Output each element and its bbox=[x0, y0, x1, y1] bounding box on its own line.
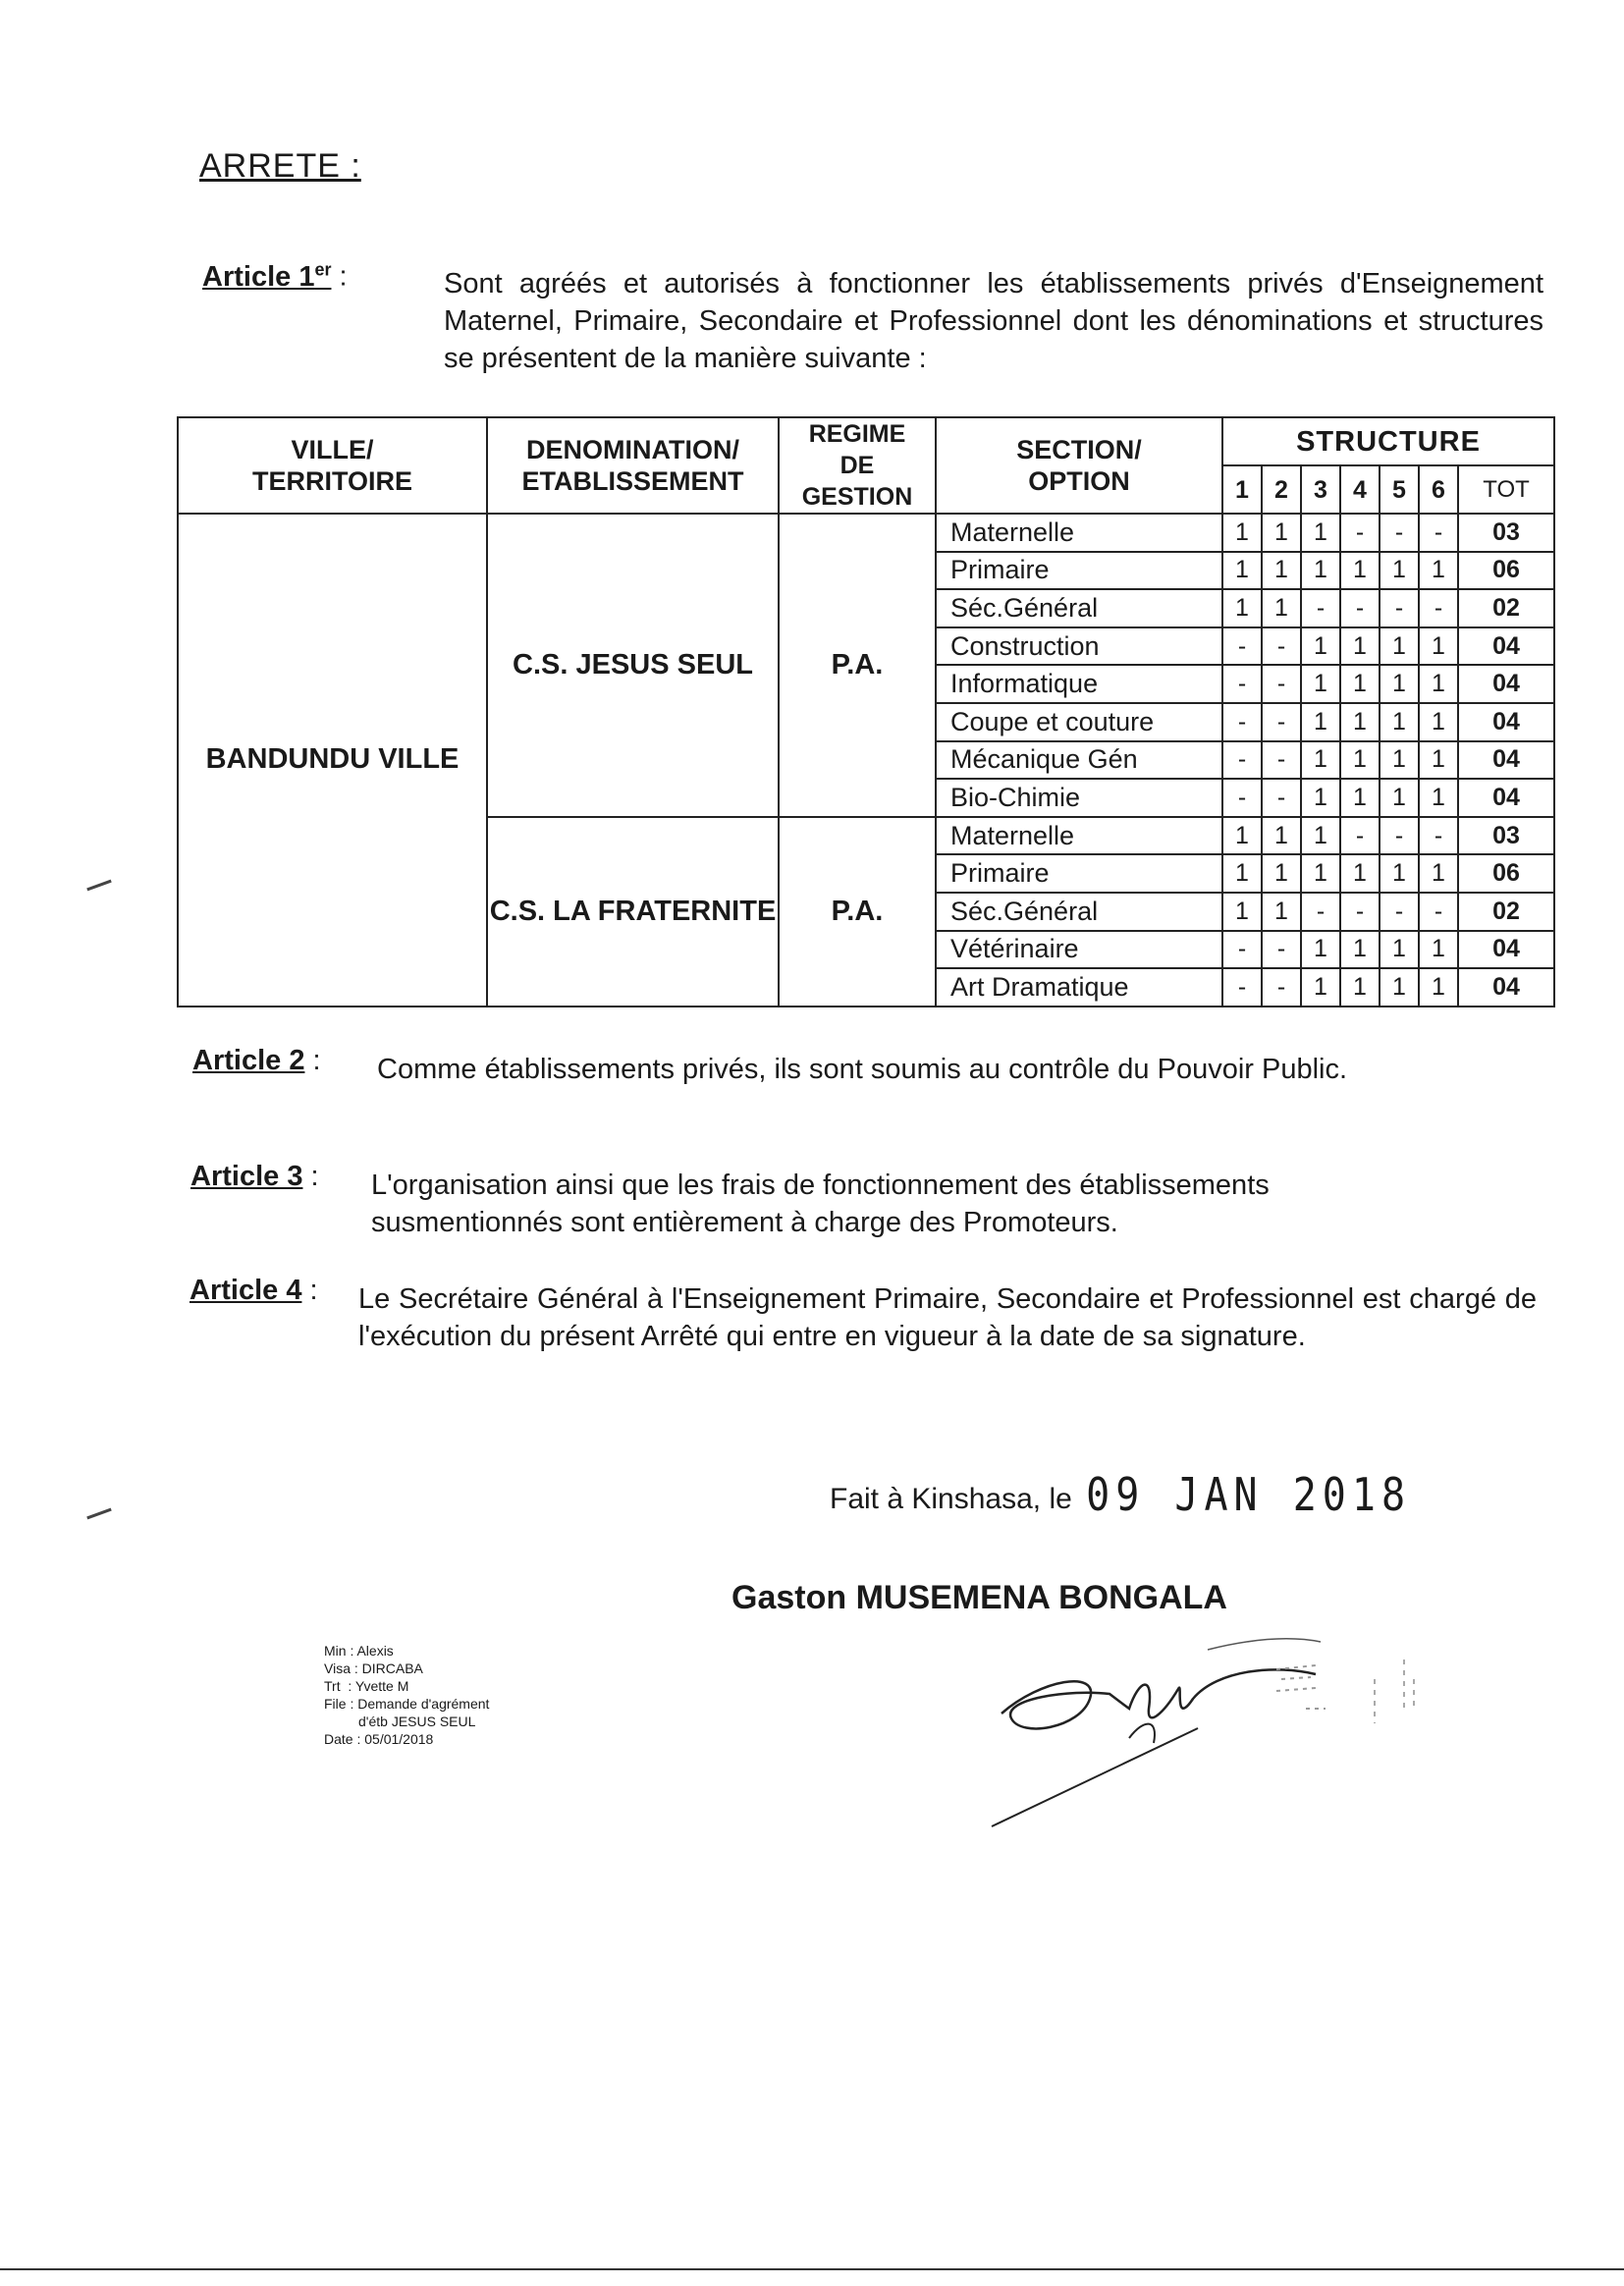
header-ville: VILLE/ TERRITOIRE bbox=[178, 417, 487, 514]
header-denomination: DENOMINATION/ ETABLISSEMENT bbox=[487, 417, 779, 514]
structure-cell: 1 bbox=[1340, 703, 1380, 741]
meta-line: Visa : DIRCABA bbox=[324, 1660, 423, 1676]
structure-cell: - bbox=[1340, 589, 1380, 627]
structure-cell: 1 bbox=[1340, 552, 1380, 590]
structure-cell: 1 bbox=[1301, 779, 1340, 817]
col-5: 5 bbox=[1380, 465, 1419, 514]
structure-cell: - bbox=[1301, 893, 1340, 931]
article-3-label: Article 3 bbox=[190, 1161, 303, 1192]
scan-mark bbox=[86, 1508, 111, 1520]
section-option: Mécanique Gén bbox=[936, 741, 1222, 780]
structure-cell: - bbox=[1222, 968, 1262, 1007]
structure-cell: - bbox=[1262, 968, 1301, 1007]
structure-cell: 1 bbox=[1301, 703, 1340, 741]
article-4-label: Article 4 bbox=[189, 1275, 302, 1306]
structure-cell: 1 bbox=[1380, 627, 1419, 666]
structure-cell: 1 bbox=[1301, 552, 1340, 590]
structure-cell: - bbox=[1262, 779, 1301, 817]
structure-cell: 1 bbox=[1340, 665, 1380, 703]
structure-cell: 1 bbox=[1301, 741, 1340, 780]
structure-total: 04 bbox=[1458, 665, 1554, 703]
structure-cell: - bbox=[1340, 817, 1380, 855]
structure-cell: 1 bbox=[1340, 779, 1380, 817]
ville-cell: BANDUNDU VILLE bbox=[178, 514, 487, 1007]
structure-cell: - bbox=[1262, 627, 1301, 666]
structure-cell: - bbox=[1222, 627, 1262, 666]
article-4-text: Le Secrétaire Général à l'Enseignement Primaire, Secondaire et Professionnel est chargé de l'exécution du présent Arrêté qui entre en vigueur à la date de sa signature. bbox=[358, 1283, 1537, 1352]
section-option: Coupe et couture bbox=[936, 703, 1222, 741]
structure-cell: - bbox=[1340, 893, 1380, 931]
structure-cell: - bbox=[1380, 589, 1419, 627]
meta-line: Min : Alexis bbox=[324, 1643, 394, 1659]
structure-cell: 1 bbox=[1419, 552, 1458, 590]
header-section: SECTION/ OPTION bbox=[936, 417, 1222, 514]
structure-cell: 1 bbox=[1262, 893, 1301, 931]
structure-cell: - bbox=[1262, 703, 1301, 741]
structure-cell: 1 bbox=[1301, 514, 1340, 552]
article-3-text: L'organisation ainsi que les frais de fonctionnement des établissements susmentionnés sont entièrement à charge des Promoteurs. bbox=[371, 1170, 1270, 1238]
signature bbox=[982, 1620, 1453, 1846]
structure-cell: 1 bbox=[1301, 968, 1340, 1007]
signer-name: Gaston MUSEMENA BONGALA bbox=[731, 1579, 1227, 1616]
structure-cell: 1 bbox=[1419, 741, 1458, 780]
structure-cell: 1 bbox=[1419, 931, 1458, 969]
article-2-text: Comme établissements privés, ils sont soumis au contrôle du Pouvoir Public. bbox=[377, 1054, 1348, 1085]
structure-cell: - bbox=[1222, 779, 1262, 817]
structure-cell: - bbox=[1222, 931, 1262, 969]
col-6: 6 bbox=[1419, 465, 1458, 514]
structure-cell: - bbox=[1419, 817, 1458, 855]
structure-cell: - bbox=[1380, 514, 1419, 552]
structure-cell: 1 bbox=[1340, 854, 1380, 893]
table-row bbox=[178, 514, 1554, 552]
structure-total: 04 bbox=[1458, 931, 1554, 969]
structure-cell: 1 bbox=[1301, 931, 1340, 969]
meta-line: File : Demande d'agrément bbox=[324, 1696, 490, 1712]
section-option: Séc.Général bbox=[936, 893, 1222, 931]
structure-cell: 1 bbox=[1222, 893, 1262, 931]
structure-cell: 1 bbox=[1380, 854, 1419, 893]
structure-cell: 1 bbox=[1419, 779, 1458, 817]
structure-cell: 1 bbox=[1301, 854, 1340, 893]
scan-mark bbox=[86, 880, 111, 892]
school-name: C.S. JESUS SEUL bbox=[487, 514, 779, 817]
structure-cell: 1 bbox=[1262, 854, 1301, 893]
structure-cell: 1 bbox=[1380, 779, 1419, 817]
structure-total: 04 bbox=[1458, 703, 1554, 741]
section-option: Maternelle bbox=[936, 514, 1222, 552]
school-name: C.S. LA FRATERNITE bbox=[487, 817, 779, 1007]
section-option: Informatique bbox=[936, 665, 1222, 703]
closing-place: Fait à Kinshasa, le bbox=[830, 1483, 1072, 1515]
structure-cell: 1 bbox=[1340, 741, 1380, 780]
structure-cell: - bbox=[1340, 514, 1380, 552]
structure-cell: 1 bbox=[1222, 514, 1262, 552]
col-4: 4 bbox=[1340, 465, 1380, 514]
structure-cell: 1 bbox=[1380, 741, 1419, 780]
structure-cell: 1 bbox=[1380, 552, 1419, 590]
structure-cell: 1 bbox=[1340, 627, 1380, 666]
section-option: Construction bbox=[936, 627, 1222, 666]
structure-total: 06 bbox=[1458, 854, 1554, 893]
structure-cell: 1 bbox=[1340, 968, 1380, 1007]
structure-cell: - bbox=[1380, 893, 1419, 931]
structure-total: 06 bbox=[1458, 552, 1554, 590]
article-1-label: Article 1er bbox=[202, 259, 332, 293]
header-structure: STRUCTURE bbox=[1222, 417, 1554, 465]
structure-total: 02 bbox=[1458, 589, 1554, 627]
structure-total: 04 bbox=[1458, 968, 1554, 1007]
file-metadata bbox=[324, 1642, 489, 1748]
section-option: Primaire bbox=[936, 854, 1222, 893]
structure-cell: - bbox=[1380, 817, 1419, 855]
structure-cell: - bbox=[1262, 931, 1301, 969]
meta-line: Date : 05/01/2018 bbox=[324, 1731, 434, 1747]
structure-cell: 1 bbox=[1262, 589, 1301, 627]
structure-cell: 1 bbox=[1419, 627, 1458, 666]
page-heading: ARRETE : bbox=[199, 147, 361, 185]
structure-cell: - bbox=[1222, 703, 1262, 741]
structure-cell: 1 bbox=[1380, 703, 1419, 741]
section-option: Bio-Chimie bbox=[936, 779, 1222, 817]
structure-cell: 1 bbox=[1222, 817, 1262, 855]
structure-cell: - bbox=[1419, 514, 1458, 552]
header-regime: REGIME DE GESTION bbox=[779, 417, 936, 514]
article-2-label: Article 2 bbox=[192, 1045, 305, 1076]
structure-total: 04 bbox=[1458, 741, 1554, 780]
structure-cell: 1 bbox=[1380, 968, 1419, 1007]
section-option: Art Dramatique bbox=[936, 968, 1222, 1007]
col-3: 3 bbox=[1301, 465, 1340, 514]
section-option: Séc.Général bbox=[936, 589, 1222, 627]
school-regime: P.A. bbox=[779, 817, 936, 1007]
structure-cell: 1 bbox=[1419, 665, 1458, 703]
section-option: Primaire bbox=[936, 552, 1222, 590]
structure-cell: - bbox=[1419, 893, 1458, 931]
structure-cell: 1 bbox=[1301, 665, 1340, 703]
structure-cell: - bbox=[1222, 665, 1262, 703]
col-tot: TOT bbox=[1458, 465, 1554, 514]
structure-cell: - bbox=[1301, 589, 1340, 627]
structure-cell: - bbox=[1222, 741, 1262, 780]
structure-cell: 1 bbox=[1262, 552, 1301, 590]
structure-total: 03 bbox=[1458, 514, 1554, 552]
scan-bottom-line bbox=[0, 2268, 1624, 2270]
structure-cell: 1 bbox=[1301, 627, 1340, 666]
structure-total: 04 bbox=[1458, 627, 1554, 666]
closing-line bbox=[830, 1469, 1412, 1522]
structure-cell: 1 bbox=[1419, 854, 1458, 893]
structure-cell: - bbox=[1262, 741, 1301, 780]
structure-cell: 1 bbox=[1419, 968, 1458, 1007]
meta-line: d'étb JESUS SEUL bbox=[324, 1714, 476, 1729]
meta-line: Trt : Yvette M bbox=[324, 1678, 409, 1694]
structure-cell: 1 bbox=[1419, 703, 1458, 741]
article-1-text: Sont agréés et autorisés à fonctionner les établissements privés d'Enseignement Maternel, Primaire, Secondaire et Professionnel dont les dénominations et structures se présentent de la manière suivante : bbox=[444, 268, 1543, 374]
section-option: Vétérinaire bbox=[936, 931, 1222, 969]
col-1: 1 bbox=[1222, 465, 1262, 514]
structure-cell: 1 bbox=[1380, 931, 1419, 969]
structure-total: 03 bbox=[1458, 817, 1554, 855]
structure-cell: 1 bbox=[1262, 514, 1301, 552]
structure-cell: - bbox=[1262, 665, 1301, 703]
date-stamp: 09 JAN 2018 bbox=[1086, 1469, 1412, 1522]
structure-cell: 1 bbox=[1380, 665, 1419, 703]
structure-cell: 1 bbox=[1262, 817, 1301, 855]
structure-cell: 1 bbox=[1222, 854, 1262, 893]
structure-total: 04 bbox=[1458, 779, 1554, 817]
col-2: 2 bbox=[1262, 465, 1301, 514]
structure-cell: 1 bbox=[1301, 817, 1340, 855]
structure-cell: 1 bbox=[1222, 589, 1262, 627]
school-regime: P.A. bbox=[779, 514, 936, 817]
structure-cell: - bbox=[1419, 589, 1458, 627]
structure-table bbox=[177, 416, 1555, 1007]
section-option: Maternelle bbox=[936, 817, 1222, 855]
structure-cell: 1 bbox=[1340, 931, 1380, 969]
structure-cell: 1 bbox=[1222, 552, 1262, 590]
structure-total: 02 bbox=[1458, 893, 1554, 931]
